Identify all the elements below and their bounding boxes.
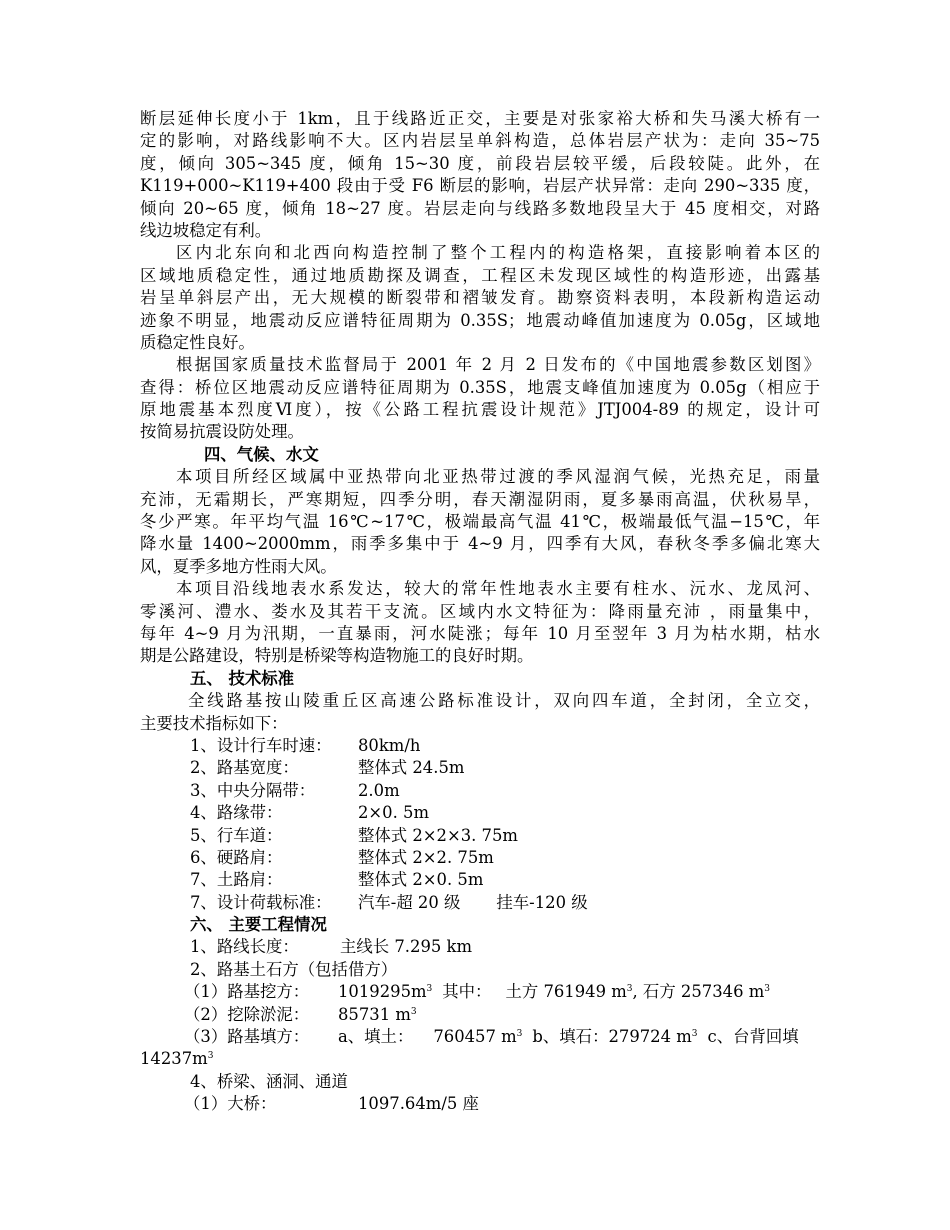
text-line: 风，夏季多地方性雨大风。 xyxy=(140,556,337,576)
text-line: 区内北东向和北西向构造控制了整个工程内的构造格架，直接影响着本区的 xyxy=(176,243,820,263)
standard-label: 5、行车道： xyxy=(190,825,283,845)
work-value: 760457 m xyxy=(433,1027,517,1047)
list-item xyxy=(140,735,820,757)
text-line: 期是公路建设，特别是桥梁等构造物施工的良好时期。 xyxy=(140,646,534,666)
text-line: 本项目所经区域属中亚热带向北亚热带过渡的季风湿润气候，光热充足，雨量 xyxy=(176,467,820,487)
paragraph-standard xyxy=(140,690,820,735)
standard-label: 1、设计行车时速： xyxy=(190,735,332,755)
unit-superscript: 3 xyxy=(764,984,770,995)
list-item xyxy=(140,757,820,779)
text-line: 区域地质稳定性，通过地质勘探及调查，工程区未发现区域性的构造形迹，出露基 xyxy=(140,265,820,285)
standard-value: 2×0. 5m xyxy=(358,803,429,823)
standards-list xyxy=(140,735,820,914)
work-text: c、台背回填 xyxy=(707,1027,799,1047)
section-heading-standards: 五、 技术标准 xyxy=(190,668,295,688)
work-value: b、填石：279724 m xyxy=(532,1027,692,1047)
paragraph-fault xyxy=(140,108,820,242)
work-label: （1）路基挖方： xyxy=(184,982,310,1002)
list-item: 4、桥梁、涵洞、通道 xyxy=(190,1071,348,1091)
text-line: 查得：桥位区地震动反应谱特征周期为 0.35S，地震支峰值加速度为 0.05g（相应于 xyxy=(140,377,820,397)
unit-superscript: 3 xyxy=(410,1006,417,1017)
standard-label: 6、硬路肩： xyxy=(190,847,283,867)
standard-label: 7、土路肩： xyxy=(190,870,283,890)
works-list xyxy=(140,936,820,1115)
text-line: 岩呈单斜层产出，无大规模的断裂带和褶皱发育。勘察资料表明，本段新构造运动 xyxy=(140,288,820,308)
text-line: 冬少严寒。年平均气温 16℃~17℃，极端最高气温 41℃，极端最低气温−15℃，年 xyxy=(140,512,820,532)
work-text: 其中： xyxy=(442,982,492,1002)
unit-superscript: 3 xyxy=(426,984,433,995)
text-line: 零溪河、澧水、娄水及其若干支流。区域内水文特征为：降雨量充沛 ，雨量集中， xyxy=(140,601,820,621)
paragraph-climate xyxy=(140,466,820,578)
work-text: a、填土： xyxy=(338,1027,414,1047)
work-value: , 石方 257346 m xyxy=(632,982,765,1002)
list-item xyxy=(140,936,820,958)
section-heading-climate: 四、气候、水文 xyxy=(204,444,319,464)
work-value: 85731 m xyxy=(338,1004,411,1024)
text-line: K119+000~K119+400 段由于受 F6 断层的影响，岩层产状异常：走向 290~335 度， xyxy=(140,176,820,196)
document-page xyxy=(140,108,820,1116)
section-heading-works: 六、 主要工程情况 xyxy=(190,915,327,935)
standard-value: 整体式 2×2. 75m xyxy=(358,847,494,867)
list-item xyxy=(140,1004,820,1026)
standard-value-2: 挂车-120 级 xyxy=(496,892,588,912)
text-line: 本项目沿线地表水系发达，较大的常年性地表水主要有柱水、沅水、龙凤河、 xyxy=(176,579,820,599)
text-line: 度，倾向 305~345 度，倾角 15~30 度，前段岩层较平缓，后段较陡。此外，在 xyxy=(140,153,820,173)
list-item xyxy=(140,780,820,802)
paragraph-seismic xyxy=(140,354,820,444)
list-item xyxy=(140,802,820,824)
list-item xyxy=(140,1093,820,1115)
list-item xyxy=(140,847,820,869)
text-line: 质稳定性良好。 xyxy=(140,332,255,352)
paragraph-structure xyxy=(140,242,820,354)
standard-label: 4、路缘带： xyxy=(190,803,283,823)
text-line: 根据国家质量技术监督局于 2001 年 2 月 2 日发布的《中国地震参数区划图》 xyxy=(176,355,820,375)
text-line: 全线路基按山陵重丘区高速公路标准设计，双向四车道，全封闭，全立交， xyxy=(188,691,820,711)
work-value: 1097.64m/5 座 xyxy=(358,1094,479,1114)
standard-label: 2、路基宽度： xyxy=(190,758,299,778)
work-value: 土方 761949 m xyxy=(505,982,627,1002)
paragraph-water xyxy=(140,578,820,668)
unit-superscript: 3 xyxy=(691,1029,698,1040)
text-line: 定的影响，对路线影响不大。区内岩层呈单斜构造，总体岩层产状为：走向 35~75 xyxy=(140,131,820,151)
list-item xyxy=(140,981,820,1003)
list-item xyxy=(140,1026,820,1048)
standard-label: 3、中央分隔带： xyxy=(190,780,316,800)
list-item xyxy=(140,869,820,891)
work-value: 14237m xyxy=(140,1049,208,1069)
list-item: 2、路基土石方（包括借方） xyxy=(190,959,398,979)
standard-value: 整体式 2×0. 5m xyxy=(358,870,484,890)
text-line: 迹象不明显，地震动反应谱特征周期为 0.35S；地震动峰值加速度为 0.05g，区域地 xyxy=(140,310,820,330)
text-line: 主要技术指标如下： xyxy=(140,713,288,733)
work-value: 1019295m xyxy=(338,982,427,1002)
text-line: 原地震基本烈度Ⅵ度），按《公路工程抗震设计规范》JTJ004-89 的规定，设计可 xyxy=(140,400,820,420)
work-label: 1、路线长度： xyxy=(190,937,299,957)
standard-label: 7、设计荷载标准： xyxy=(190,892,332,912)
text-line: 按简易抗震设防处理。 xyxy=(140,422,304,442)
standard-value: 整体式 24.5m xyxy=(358,758,465,778)
work-label: （1）大桥： xyxy=(184,1094,277,1114)
list-item xyxy=(140,825,820,847)
list-item xyxy=(140,1048,820,1070)
standard-value: 80km/h xyxy=(358,735,421,755)
text-line: 充沛，无霜期长，严寒期短，四季分明，春天潮湿阴雨，夏多暴雨高温，伏秋易旱， xyxy=(140,489,820,509)
list-item xyxy=(140,892,820,914)
standard-value: 汽车-超 20 级 xyxy=(358,892,461,912)
work-label: （3）路基填方： xyxy=(184,1027,310,1047)
text-line: 降水量 1400~2000mm，雨季多集中于 4~9 月，四季有大风，春秋冬季多偏北寒大 xyxy=(140,534,820,554)
unit-superscript: 3 xyxy=(207,1051,214,1062)
text-line: 线边坡稳定有利。 xyxy=(140,220,272,240)
text-line: 倾向 20~65 度，倾角 18~27 度。岩层走向与线路多数地段呈大于 45 度相交，对路 xyxy=(140,198,820,218)
text-line: 每年 4~9 月为汛期，一直暴雨，河水陡涨；每年 10 月至翌年 3 月为枯水期，枯水 xyxy=(140,623,820,643)
unit-superscript: 3 xyxy=(626,984,633,995)
standard-value: 2.0m xyxy=(358,780,400,800)
unit-superscript: 3 xyxy=(516,1029,523,1040)
work-label: （2）挖除淤泥： xyxy=(184,1004,310,1024)
text-line: 断层延伸长度小于 1km，且于线路近正交，主要是对张家裕大桥和失马溪大桥有一 xyxy=(140,109,820,128)
standard-value: 整体式 2×2×3. 75m xyxy=(358,825,518,845)
work-value: 主线长 7.295 km xyxy=(340,937,472,957)
